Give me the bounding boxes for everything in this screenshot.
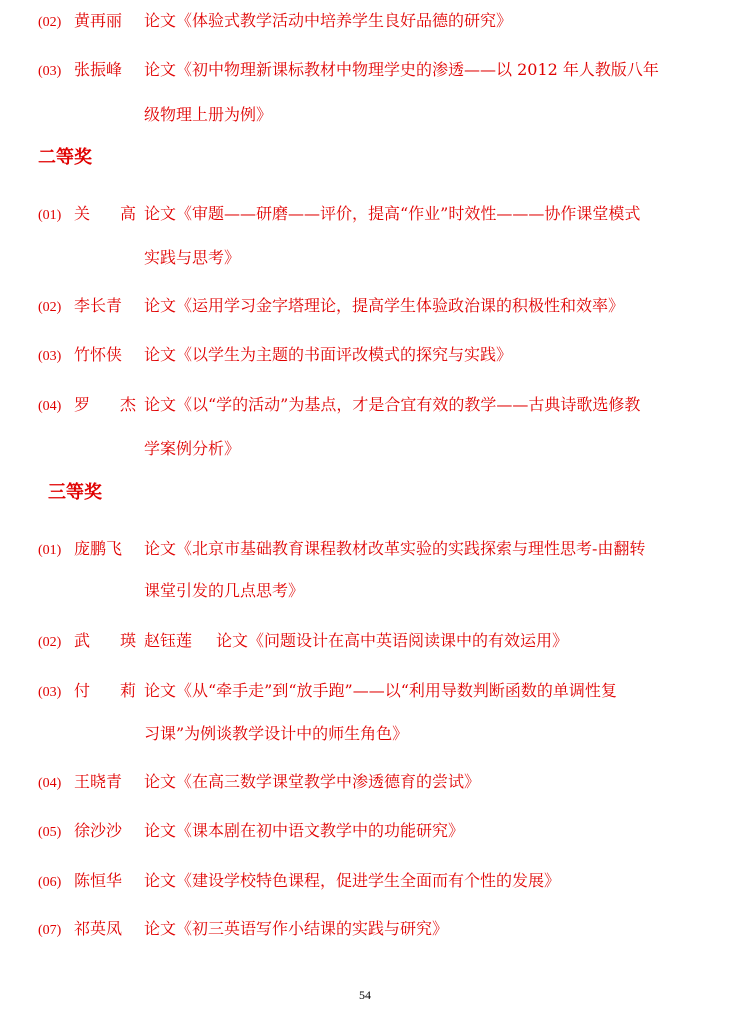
award-entry <box>38 391 640 419</box>
paper-title: 论文《初中物理新课标教材中物理学史的渗透——以 2012 年人教版八年 <box>144 60 659 79</box>
paper-title: 论文《课本剧在初中语文教学中的功能研究》 <box>144 821 465 840</box>
author-name: 徐沙沙 <box>74 821 123 840</box>
author-name: 竹怀侠 <box>74 345 123 364</box>
entry-number: (01) <box>38 543 62 558</box>
entry-number: (03) <box>38 349 62 364</box>
award-entry <box>38 817 464 845</box>
entry-number: (07) <box>38 923 62 938</box>
paper-title: 论文《在高三数学课堂教学中渗透德育的尝试》 <box>144 772 481 791</box>
award-entry <box>38 627 568 655</box>
author-name: 陈恒华 <box>74 871 123 890</box>
paper-title-continued: 实践与思考》 <box>144 248 241 267</box>
paper-title: 论文《建设学校特色课程，促进学生全面而有个性的发展》 <box>144 871 561 890</box>
section-heading-third-prize: 三等奖 <box>48 482 102 503</box>
paper-title: 论文《问题设计在高中英语阅读课中的有效运用》 <box>216 631 569 650</box>
paper-title: 论文《北京市基础教育课程教材改革实验的实践探索与理性思考-由翻转 <box>144 539 646 558</box>
paper-title: 论文《以“学的活动”为基点，才是合宜有效的教学——古典诗歌选修教 <box>144 395 641 414</box>
author-name: 关 高 <box>74 204 137 223</box>
award-entry <box>38 867 560 895</box>
page-number: 54 <box>359 988 371 1002</box>
entry-number: (03) <box>38 64 62 79</box>
entry-number: (06) <box>38 875 62 890</box>
paper-title-continued: 学案例分析》 <box>144 439 241 458</box>
award-entry <box>38 341 512 369</box>
award-entry <box>38 292 624 320</box>
paper-title: 论文《以学生为主题的书面评改模式的探究与实践》 <box>144 345 513 364</box>
entry-number: (02) <box>38 300 62 315</box>
entry-number: (05) <box>38 825 62 840</box>
award-entry <box>38 56 659 84</box>
paper-title: 论文《初三英语写作小结课的实践与研究》 <box>144 919 449 938</box>
paper-title: 论文《从“牵手走”到“放手跑”——以“利用导数判断函数的单调性复 <box>144 681 617 700</box>
entry-number: (02) <box>38 15 62 30</box>
entry-number: (04) <box>38 776 62 791</box>
entry-number: (03) <box>38 685 62 700</box>
paper-title-continued: 级物理上册为例》 <box>144 105 273 124</box>
author-name: 张振峰 <box>74 60 123 79</box>
award-entry <box>38 7 512 35</box>
paper-title: 论文《运用学习金字塔理论，提高学生体验政治课的积极性和效率》 <box>144 296 625 315</box>
author-name: 王晓青 <box>74 772 123 791</box>
award-entry <box>38 768 480 796</box>
award-entry <box>38 535 645 563</box>
entry-number: (01) <box>38 208 62 223</box>
paper-title: 论文《审题——研磨——评价，提高“作业”时效性———协作课堂模式 <box>144 204 641 223</box>
entry-number: (04) <box>38 399 62 414</box>
author-name: 付 莉 <box>74 681 137 700</box>
award-entry <box>38 915 448 943</box>
paper-title: 论文《体验式教学活动中培养学生良好品德的研究》 <box>144 11 513 30</box>
award-entry <box>38 200 640 228</box>
section-heading-second-prize: 二等奖 <box>38 147 92 168</box>
paper-title-continued: 习课”为例谈教学设计中的师生角色》 <box>144 724 409 743</box>
author-name: 黄再丽 <box>74 11 123 30</box>
author-name: 武 瑛 <box>74 631 137 650</box>
paper-title-continued: 课堂引发的几点思考》 <box>144 581 305 600</box>
entry-number: (02) <box>38 635 62 650</box>
award-entry <box>38 677 617 705</box>
author-name: 罗 杰 <box>74 395 137 414</box>
co-author-name: 赵钰莲 <box>144 631 193 650</box>
author-name: 李长青 <box>74 296 123 315</box>
author-name: 庞鹏飞 <box>74 539 123 558</box>
author-name: 祁英凤 <box>74 919 123 938</box>
